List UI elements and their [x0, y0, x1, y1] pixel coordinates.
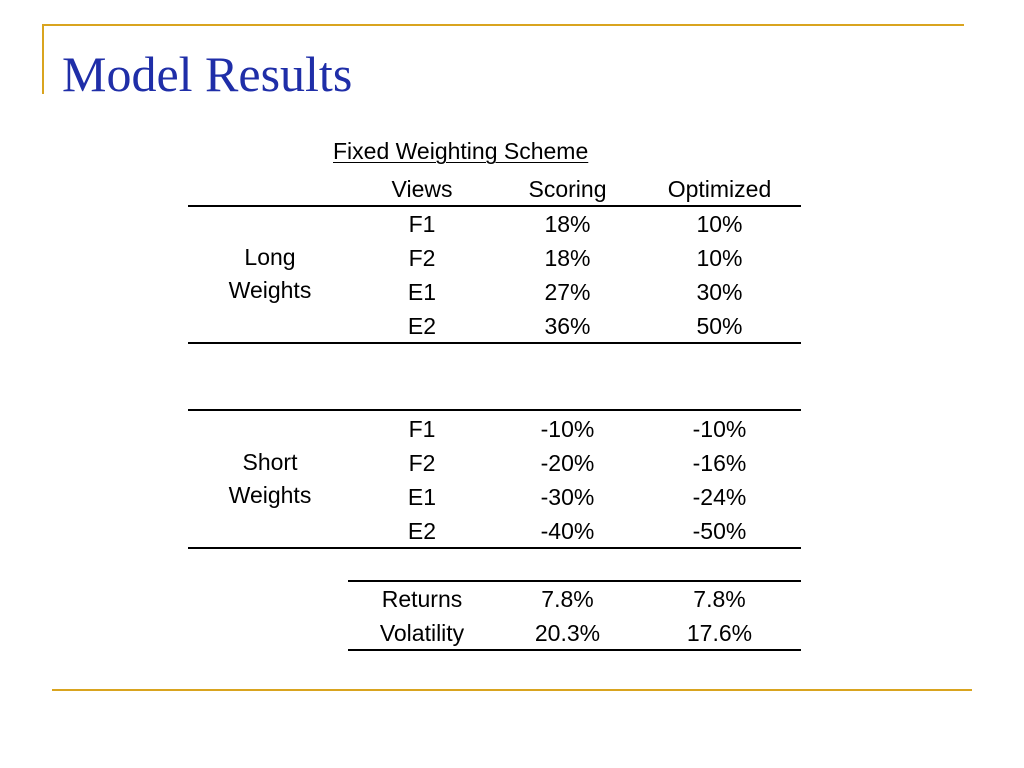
long-row-1-optimized: 10%	[696, 211, 743, 237]
short-weights-label	[200, 446, 340, 512]
long-row-4-view: E2	[407, 313, 437, 339]
long-weights-label	[200, 241, 340, 307]
summary-bottom-rule	[348, 649, 801, 651]
long-row-2-view: F2	[408, 245, 436, 271]
short-top-rule	[188, 409, 801, 411]
slide-title: Model Results	[62, 46, 353, 102]
long-row-1-view: F1	[408, 211, 436, 237]
long-row-4-optimized: 50%	[696, 313, 743, 339]
long-label-line2: Weights	[228, 277, 312, 303]
summary-returns-label: Returns	[381, 586, 463, 612]
short-bottom-rule	[188, 547, 801, 549]
long-row-2-scoring: 18%	[544, 245, 591, 271]
short-row-3-scoring: -30%	[540, 484, 595, 510]
header-scoring: Scoring	[528, 176, 607, 202]
short-row-1-view: F1	[408, 416, 436, 442]
header-optimized: Optimized	[667, 176, 772, 202]
long-row-3-optimized: 30%	[696, 279, 743, 305]
short-row-4-optimized: -50%	[692, 518, 747, 544]
short-row-2-view: F2	[408, 450, 436, 476]
summary-returns-optimized: 7.8%	[693, 586, 746, 612]
long-row-4-scoring: 36%	[544, 313, 591, 339]
title-rule-vertical	[42, 24, 44, 94]
short-row-4-view: E2	[407, 518, 437, 544]
long-row-1-scoring: 18%	[544, 211, 591, 237]
long-bottom-rule	[188, 342, 801, 344]
short-row-1-optimized: -10%	[692, 416, 747, 442]
short-row-4-scoring: -40%	[540, 518, 595, 544]
short-label-line1: Short	[242, 449, 298, 475]
footer-rule	[52, 689, 972, 691]
summary-volatility-scoring: 20.3%	[534, 620, 601, 646]
long-label-line1: Long	[244, 244, 296, 270]
short-row-2-optimized: -16%	[692, 450, 747, 476]
short-label-line2: Weights	[228, 482, 312, 508]
long-row-2-optimized: 10%	[696, 245, 743, 271]
long-row-3-scoring: 27%	[544, 279, 591, 305]
summary-returns-scoring: 7.8%	[541, 586, 594, 612]
short-row-2-scoring: -20%	[540, 450, 595, 476]
title-rule-horizontal	[42, 24, 964, 26]
short-row-3-optimized: -24%	[692, 484, 747, 510]
summary-volatility-optimized: 17.6%	[686, 620, 753, 646]
summary-volatility-label: Volatility	[379, 620, 465, 646]
scheme-title: Fixed Weighting Scheme	[333, 138, 589, 164]
short-row-1-scoring: -10%	[540, 416, 595, 442]
long-row-3-view: E1	[407, 279, 437, 305]
short-row-3-view: E1	[407, 484, 437, 510]
header-views: Views	[391, 176, 453, 202]
